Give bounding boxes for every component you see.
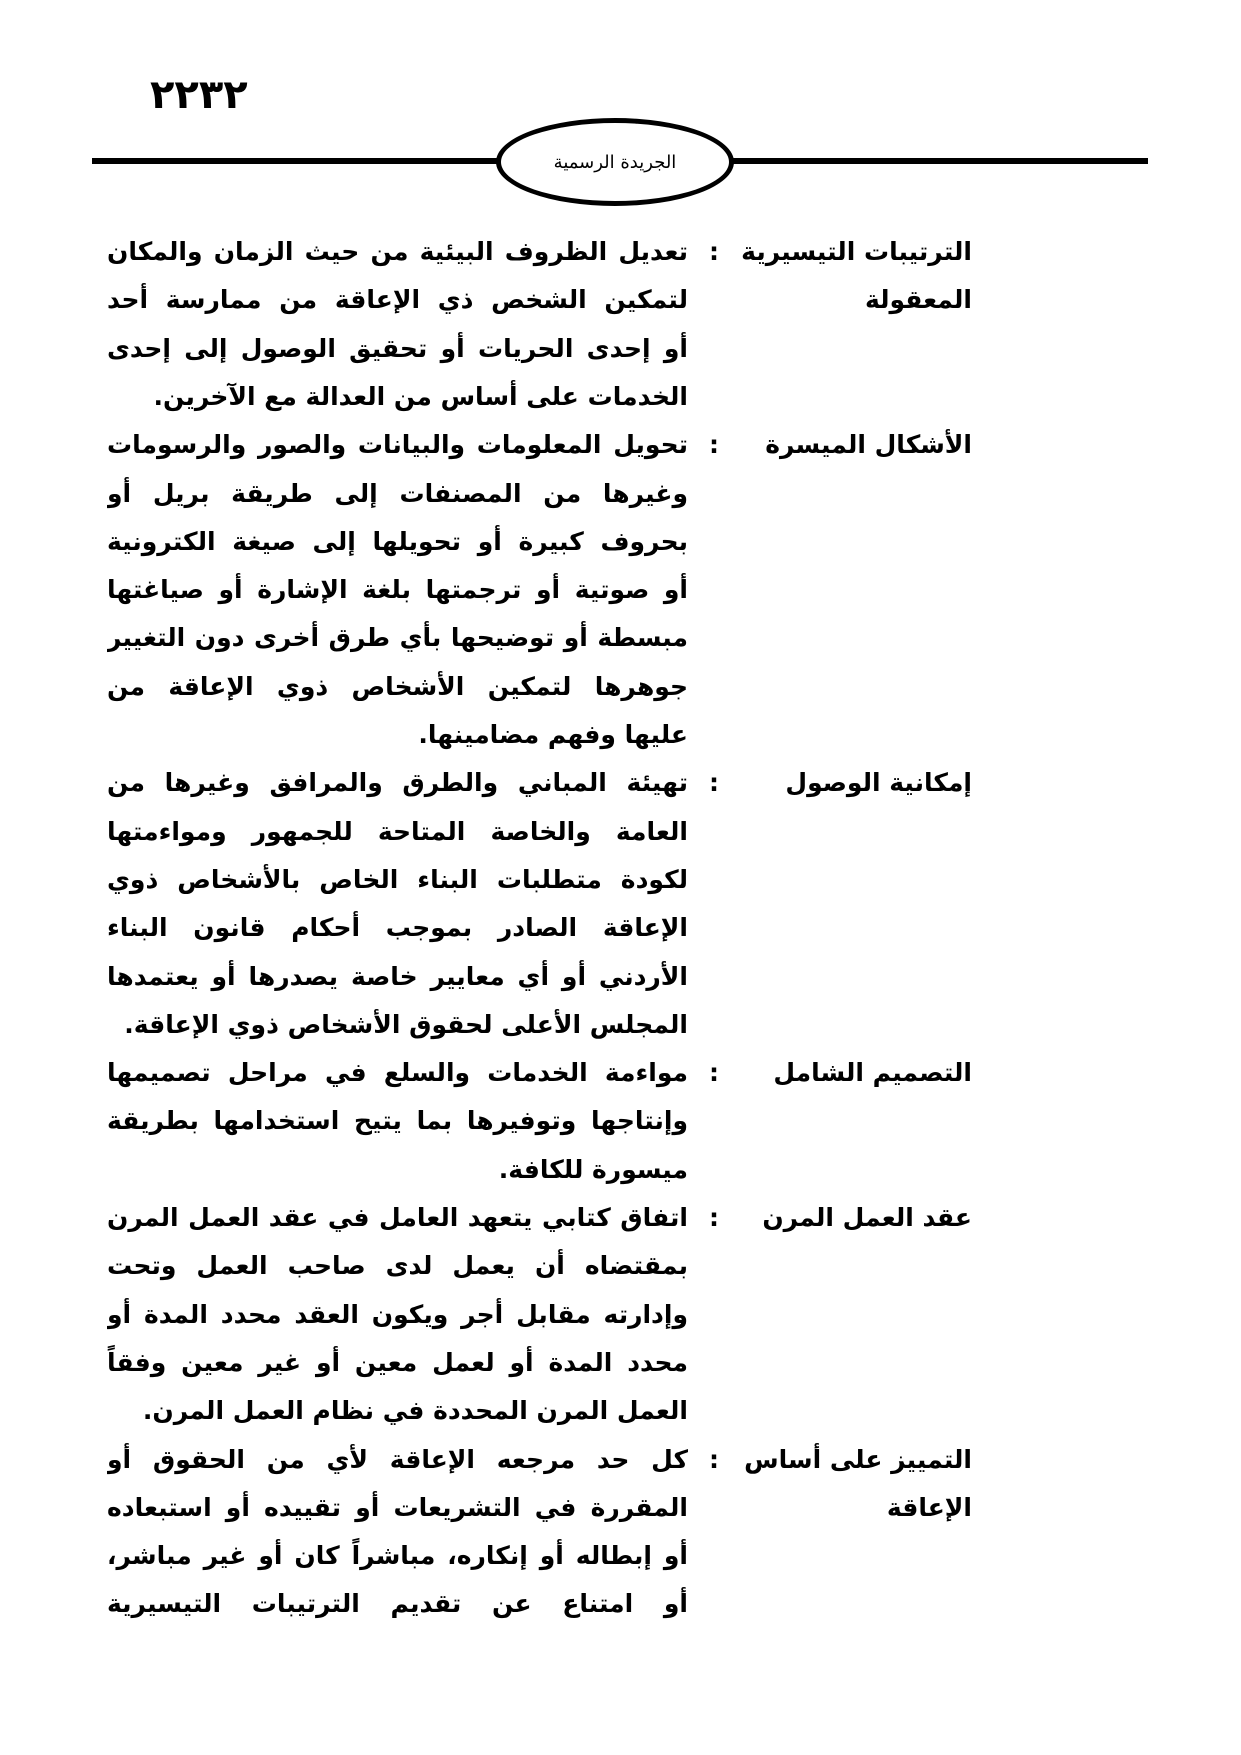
definition-line: تهيئة المباني والطرق والمرافق وغيرها من	[107, 768, 688, 798]
definition-line: بحروف كبيرة أو تحويلها إلى صيغة الكترونية	[107, 526, 688, 556]
definition-line: المجلس الأعلى لحقوق الأشخاص ذوي الإعاقة.	[124, 1009, 688, 1039]
definition-line: محدد المدة أو لعمل معين أو غير معين وفقاً	[107, 1347, 688, 1377]
definition-line: وإدارته مقابل أجر ويكون العقد محدد المدة أو	[107, 1299, 688, 1329]
definition-line: أو امتناع عن تقديم الترتيبات التيسيرية	[107, 1589, 688, 1619]
definition-line: العمل المرن المحددة في نظام العمل المرن.	[142, 1396, 688, 1426]
definition-line: الإعاقة الصادر بموجب أحكام قانون البناء	[107, 913, 688, 943]
separator-colon: :	[709, 237, 719, 266]
page-number: ٢٢٣٢	[150, 72, 248, 118]
separator-colon: :	[709, 1058, 719, 1088]
separator-colon: :	[709, 1444, 719, 1474]
term-label: عقد العمل المرن	[762, 1203, 972, 1232]
publication-oval	[496, 118, 734, 206]
definition-line: المقررة في التشريعات أو تقييده أو استبعاده	[107, 1492, 688, 1522]
definition-line: تعديل الظروف البيئية من حيث الزمان والمكان	[107, 237, 688, 266]
separator-colon: :	[709, 430, 719, 460]
term-label: الترتيبات التيسيرية	[741, 237, 972, 266]
definition-line: بمقتضاه أن يعمل لدى صاحب العمل وتحت	[107, 1251, 688, 1281]
term-label: الأشكال الميسرة	[765, 430, 972, 460]
definition-line: لكودة متطلبات البناء الخاص بالأشخاص ذوي	[107, 864, 688, 894]
term-label: الإعاقة	[886, 1492, 972, 1522]
definition-line: تحويل المعلومات والبيانات والصور والرسومات	[107, 430, 688, 460]
definition-line: الأردني أو أي معايير خاصة يصدرها أو يعتمدها	[107, 961, 688, 991]
term-label: إمكانية الوصول	[785, 768, 972, 798]
definition-line: وإنتاجها وتوفيرها بما يتيح استخدامها بطريقة	[107, 1106, 688, 1136]
definition-line: اتفاق كتابي يتعهد العامل في عقد العمل المرن	[107, 1203, 688, 1232]
definition-line: ميسورة للكافة.	[498, 1154, 688, 1184]
definition-line: مبسطة أو توضيحها بأي طرق أخرى دون التغيير	[107, 623, 688, 653]
definition-line: جوهرها لتمكين الأشخاص ذوي الإعاقة من	[107, 671, 688, 701]
definition-line: أو إبطاله أو إنكاره، مباشراً كان أو غير مباشر،	[107, 1541, 688, 1571]
separator-colon: :	[709, 1203, 719, 1232]
publication-title: الجريدة الرسمية	[553, 151, 677, 173]
definition-line: أو صوتية أو ترجمتها بلغة الإشارة أو صياغتها	[107, 575, 688, 605]
definition-line: عليها وفهم مضامينها.	[418, 720, 688, 749]
header-rule-left	[92, 158, 512, 164]
term-label: المعقولة	[864, 285, 972, 315]
definition-line: العامة والخاصة المتاحة للجمهور ومواءمتها	[107, 816, 688, 846]
definition-line: الخدمات على أساس من العدالة مع الآخرين.	[153, 381, 688, 411]
definition-line: كل حد مرجعه الإعاقة لأي من الحقوق أو	[107, 1444, 688, 1474]
header-rule-right	[718, 158, 1148, 164]
definition-line: أو إحدى الحريات أو تحقيق الوصول إلى إحدى	[107, 333, 688, 363]
definition-line: لتمكين الشخص ذي الإعاقة من ممارسة أحد	[107, 285, 688, 315]
separator-colon: :	[709, 768, 719, 798]
term-label: التمييز على أساس	[744, 1444, 972, 1474]
term-label: التصميم الشامل	[773, 1058, 972, 1088]
definition-line: مواءمة الخدمات والسلع في مراحل تصميمها	[107, 1058, 688, 1088]
definition-line: وغيرها من المصنفات إلى طريقة بريل أو	[107, 478, 688, 508]
